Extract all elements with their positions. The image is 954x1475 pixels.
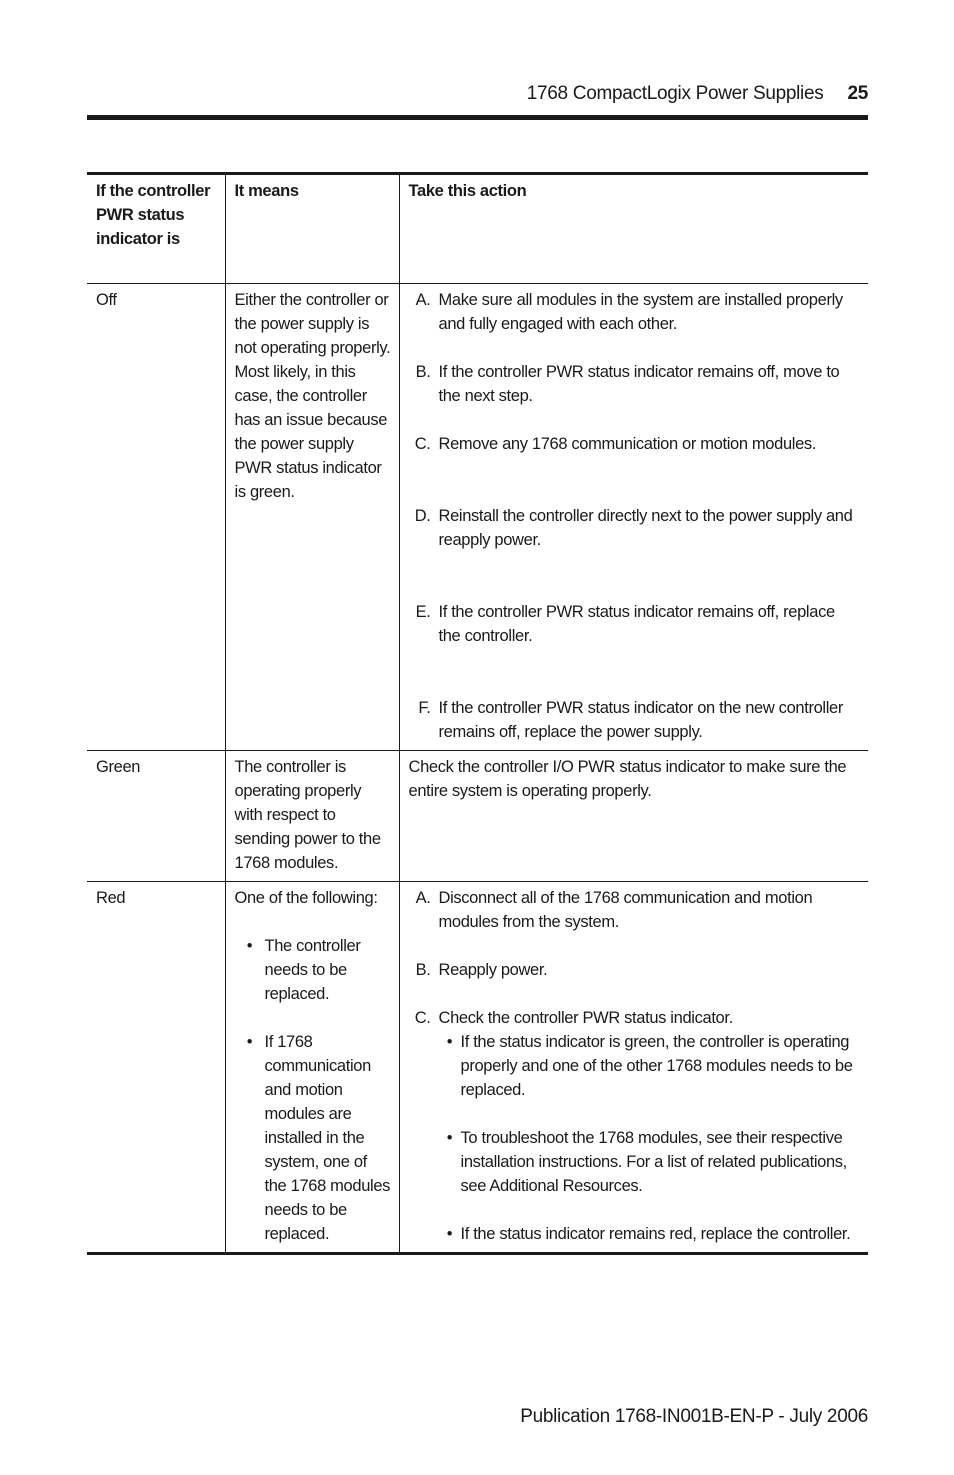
action-step	[409, 288, 861, 336]
step-letter: E.	[415, 603, 431, 621]
step-text: If the controller PWR status indicator on the new controller remains off, replace the power supply.	[438, 699, 844, 741]
action-step	[409, 504, 861, 552]
indicator-state: Red	[87, 882, 225, 1254]
step-text: Remove any 1768 communication or motion modules.	[438, 435, 817, 453]
page-header	[87, 80, 868, 108]
bullet-text: If the status indicator remains red, replace the controller.	[460, 1225, 851, 1243]
column-header-action: Take this action	[399, 174, 868, 284]
action-steps	[409, 288, 861, 744]
step-letter: F.	[418, 699, 431, 717]
action-text: Check the controller I/O PWR status indicator to make sure the entire system is operating properly.	[399, 751, 868, 882]
bullet-icon: •	[446, 1225, 453, 1243]
meaning-bullets	[235, 934, 391, 1246]
troubleshooting-table	[87, 172, 868, 1255]
table-row-red	[87, 882, 868, 1254]
meaning-text: Either the controller or the power supply is not operating properly. Most likely, in this case, the controller has an issue because the power supply PWR status indicator is green.	[225, 284, 399, 751]
step-text: Reinstall the controller directly next to the power supply and reapply power.	[438, 507, 853, 549]
step-letter: C.	[414, 435, 431, 453]
header-rule	[87, 115, 868, 120]
action-step	[409, 1006, 861, 1246]
step-text: Disconnect all of the 1768 communication and motion modules from the system.	[438, 889, 813, 931]
step-text: Make sure all modules in the system are installed properly and fully engaged with each other.	[438, 291, 843, 333]
step-text: If the controller PWR status indicator remains off, replace the controller.	[438, 603, 835, 645]
bullet-icon: •	[446, 1129, 453, 1147]
indicator-state: Green	[87, 751, 225, 882]
bullet-text: If the status indicator is green, the controller is operating properly and one of the other 1768 modules needs to be replaced.	[460, 1033, 853, 1099]
bullet-text: To troubleshoot the 1768 modules, see their respective installation instructions. For a list of related publications, see Additional Resources.	[460, 1129, 847, 1195]
action-cell	[399, 882, 868, 1254]
action-step	[409, 360, 861, 408]
table-row-green	[87, 751, 868, 882]
bullet-text: The controller needs to be replaced.	[264, 937, 361, 1003]
list-item	[235, 1030, 391, 1246]
step-text: If the controller PWR status indicator remains off, move to the next step.	[438, 363, 840, 405]
action-steps	[409, 886, 861, 1246]
column-header-meaning: It means	[225, 174, 399, 284]
step-letter: B.	[415, 363, 431, 381]
action-step	[409, 886, 861, 934]
step-letter: B.	[415, 961, 431, 979]
step-letter: A.	[415, 889, 431, 907]
meaning-intro: One of the following:	[234, 889, 378, 907]
bullet-icon: •	[446, 1033, 453, 1051]
page-footer: Publication 1768-IN001B-EN-P - July 2006	[520, 1406, 868, 1427]
action-step	[409, 432, 861, 456]
list-item	[439, 1126, 861, 1198]
step-letter: D.	[414, 507, 431, 525]
column-header-indicator: If the controller PWR status indicator is	[87, 174, 225, 284]
step-letter: A.	[415, 291, 431, 309]
table-row-off	[87, 284, 868, 751]
list-item	[235, 934, 391, 1006]
sub-bullets	[439, 1030, 861, 1246]
action-cell	[399, 284, 868, 751]
list-item	[439, 1222, 861, 1246]
action-step	[409, 958, 861, 982]
list-item	[439, 1030, 861, 1102]
indicator-state: Off	[87, 284, 225, 751]
step-content	[439, 1006, 861, 1246]
step-letter: C.	[414, 1009, 431, 1027]
action-step	[409, 600, 861, 648]
bullet-text: If 1768 communication and motion modules are installed in the system, one of the 1768 modules needs to be replaced.	[264, 1033, 391, 1243]
step-text: Check the controller PWR status indicator.	[438, 1009, 733, 1027]
page-number: 25	[847, 83, 868, 104]
meaning-text: The controller is operating properly with respect to sending power to the 1768 modules.	[225, 751, 399, 882]
action-step	[409, 696, 861, 744]
meaning-cell	[225, 882, 399, 1254]
header-title: 1768 CompactLogix Power Supplies	[526, 83, 824, 104]
bullet-icon: •	[246, 937, 253, 955]
table-header-row	[87, 174, 868, 284]
bullet-icon: •	[246, 1033, 253, 1051]
step-text: Reapply power.	[438, 961, 548, 979]
